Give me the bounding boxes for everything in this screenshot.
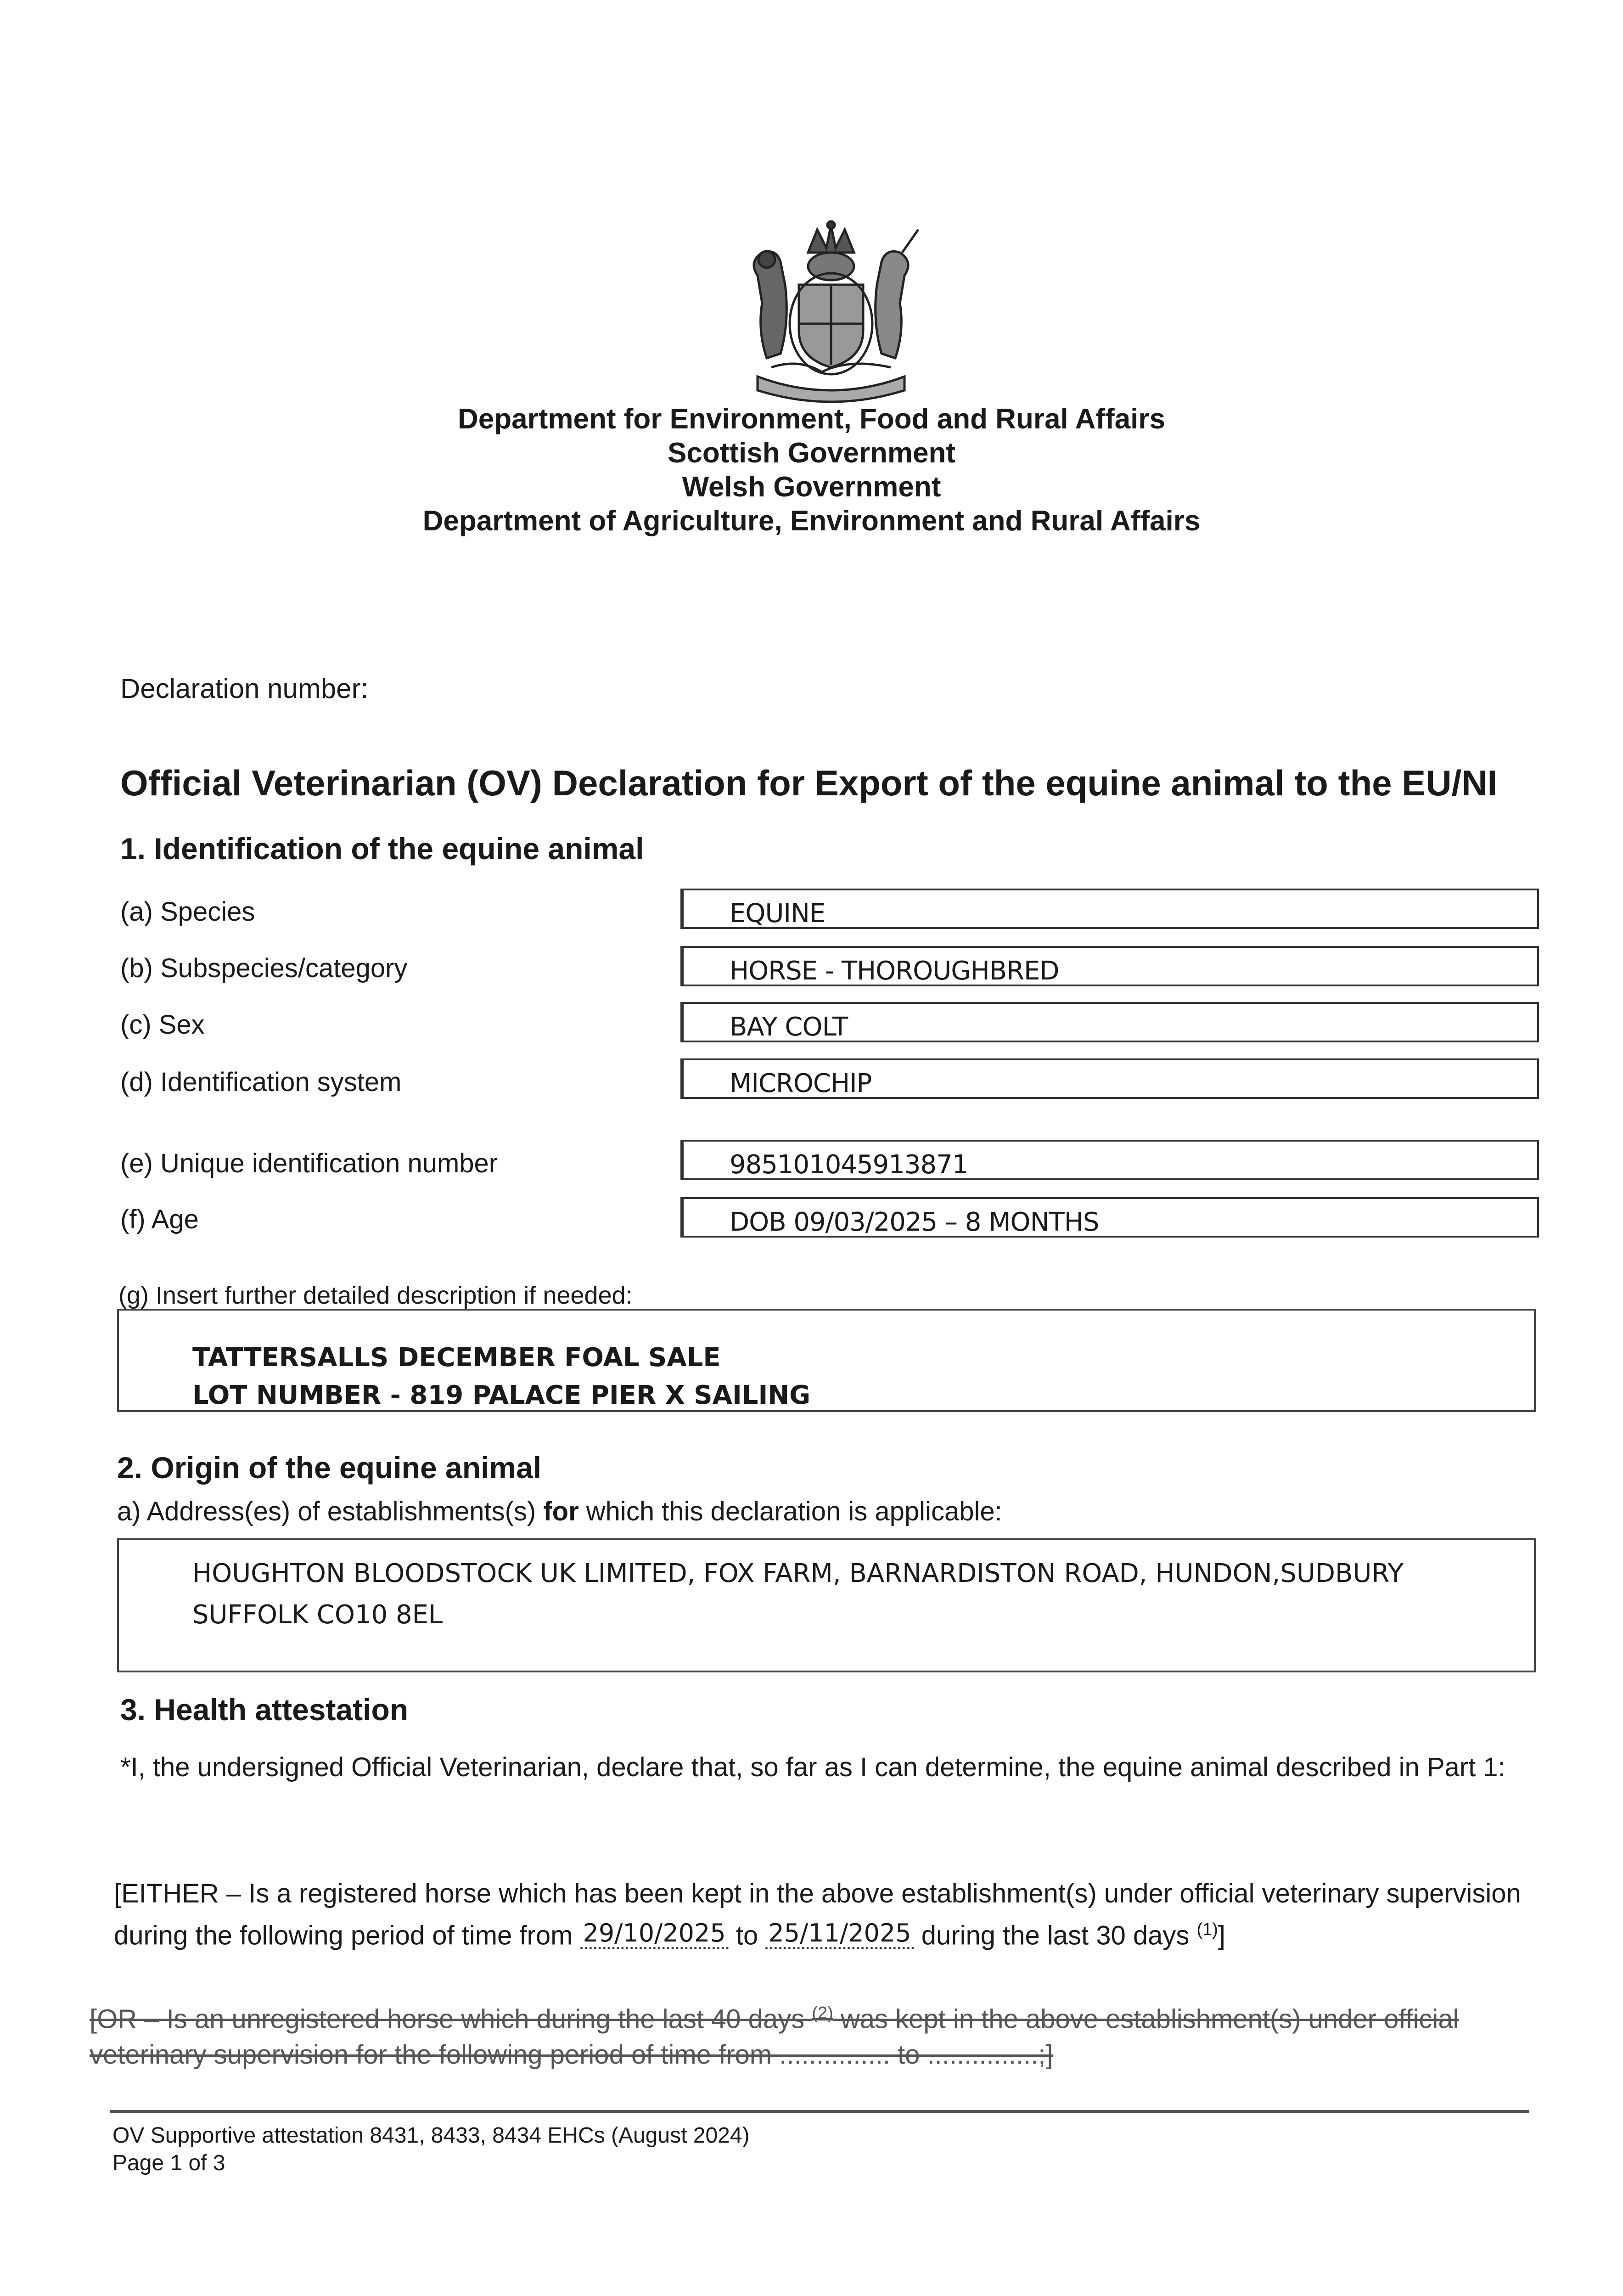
health-attestation-intro: *I, the undersigned Official Veterinarian, declare that, so far as I can determine, the equine animal described in Part 1: xyxy=(120,1752,1505,1782)
unique-id-label: (e) Unique identification number xyxy=(120,1148,498,1178)
or-clause-text: [OR – Is an unregistered horse which during the last 40 days xyxy=(90,2004,812,2034)
establishment-address-label-post: which this declaration is applicable: xyxy=(578,1497,1002,1526)
dept-daera: Department of Agriculture, Environment and Rural Affairs xyxy=(422,505,1201,537)
subspecies-label: (b) Subspecies/category xyxy=(120,953,408,983)
section-3-heading: 3. Health attestation xyxy=(120,1693,409,1727)
species-value: EQUINE xyxy=(730,899,826,929)
establishment-address-label-pre: a) Address(es) of establishments(s) xyxy=(117,1497,544,1526)
either-clause-text: [EITHER – Is a registered horse which has been kept in the above establishment(s) under official veterinary supervision during the following period of time from xyxy=(114,1879,1521,1951)
establishment-address-label xyxy=(117,1496,1002,1527)
dept-scottish-gov: Scottish Government xyxy=(668,437,955,469)
either-to-word: to xyxy=(728,1920,766,1951)
footnote-2-ref: (2) xyxy=(812,2003,833,2023)
further-description-line-1: TATTERSALLS DECEMBER FOAL SALE xyxy=(192,1343,721,1373)
royal-coat-of-arms-emblem xyxy=(730,220,932,404)
footer-page-number: Page 1 of 3 xyxy=(112,2151,225,2175)
species-field xyxy=(680,889,1539,929)
unique-id-field xyxy=(680,1140,1539,1180)
id-system-label: (d) Identification system xyxy=(120,1067,402,1097)
document-title: Official Veterinarian (OV) Declaration for Export of the equine animal to the EU/NI xyxy=(120,763,1498,803)
dept-welsh-gov: Welsh Government xyxy=(682,471,941,503)
or-clause-mid: was kept in the above establishment(s) under official veterinary supervision for the following period of time from xyxy=(90,2004,1459,2070)
sex-value: BAY COLT xyxy=(730,1012,848,1042)
establishment-address-box xyxy=(117,1538,1536,1672)
unique-id-value: 985101045913871 xyxy=(730,1150,968,1180)
age-field xyxy=(680,1197,1539,1238)
address-line-2: SUFFOLK CO10 8EL xyxy=(192,1600,443,1630)
subspecies-field xyxy=(680,946,1539,986)
age-value: DOB 09/03/2025 – 8 MONTHS xyxy=(730,1207,1099,1237)
either-clause xyxy=(114,1876,1528,1953)
or-to-dots: ............... xyxy=(927,2040,1039,2070)
establishment-address-label-bold: for xyxy=(543,1497,579,1526)
either-clause-end: ] xyxy=(1218,1920,1226,1951)
section-2-heading: 2. Origin of the equine animal xyxy=(117,1451,542,1485)
age-label: (f) Age xyxy=(120,1204,199,1234)
sex-label: (c) Sex xyxy=(120,1010,205,1040)
supervision-from-date: 29/10/2025 xyxy=(580,1919,729,1949)
sex-field xyxy=(680,1002,1539,1042)
or-to-word: to xyxy=(890,2040,927,2070)
footnote-1-ref: (1) xyxy=(1196,1920,1218,1939)
footer-divider xyxy=(110,2110,1529,2113)
subspecies-value: HORSE - THOROUGHBRED xyxy=(730,956,1059,986)
further-description-label: (g) Insert further detailed description if needed: xyxy=(118,1282,633,1309)
id-system-field xyxy=(680,1058,1539,1099)
section-1-heading: 1. Identification of the equine animal xyxy=(120,832,644,866)
further-description-line-2: LOT NUMBER - 819 PALACE PIER X SAILING xyxy=(192,1380,811,1410)
footer-attestation-ref: OV Supportive attestation 8431, 8433, 8434 EHCs (August 2024) xyxy=(112,2123,750,2148)
either-clause-post: during the last 30 days xyxy=(914,1920,1197,1951)
address-line-1: HOUGHTON BLOODSTOCK UK LIMITED, FOX FARM, BARNARDISTON ROAD, HUNDON,SUDBURY xyxy=(192,1559,1404,1588)
supervision-to-date: 25/11/2025 xyxy=(765,1919,914,1949)
or-from-dots: ............... xyxy=(779,2040,890,2070)
further-description-box xyxy=(117,1309,1536,1412)
declaration-number-label: Declaration number: xyxy=(120,673,369,704)
or-clause-end: ;] xyxy=(1038,2040,1053,2070)
species-label: (a) Species xyxy=(120,897,255,927)
dept-defra: Department for Environment, Food and Rural Affairs xyxy=(458,403,1165,435)
id-system-value: MICROCHIP xyxy=(730,1069,872,1098)
or-clause-struck xyxy=(90,1995,1563,2073)
